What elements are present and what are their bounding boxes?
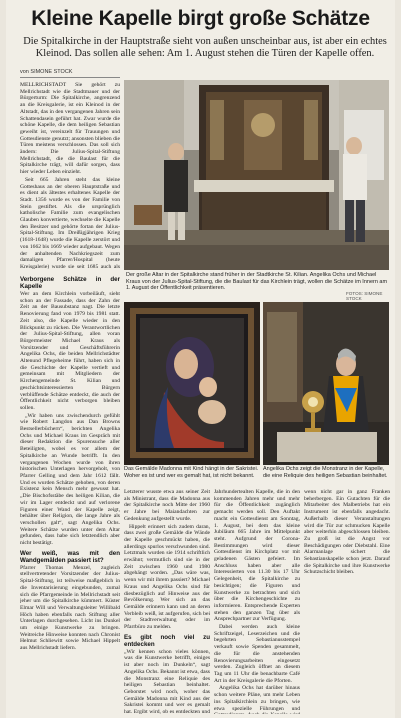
paragraph: Pfarrer Thomas Menzel, zugleich stellvertretender Vorsitzender der Julius-Spital-Stiftung, ist teilweise maßgeblich in die Inventarisierung eingebunden, zumal sich die Pfarrgemeinde in Mellrichstadt seit jeher um die Spitalkirche kümmert. Küster Elmar Will und Verwaltungsleiter Willibald Höch haben ebenfalls nach Stiftung aller Unterlagen durchgesehen. Licht ins Dunkel um einige Kunstwerke zu bringen. Weitreiche Hinweise konnten nach Chronist Helmut Schliewitt sowie Michael Hippelt aus Mellrichstadt liefern. <box>20 564 120 652</box>
column-1 <box>20 82 120 270</box>
madonna-photo-caption: Das Gemälde Madonna mit Kind hängt in der Sakristei. Woher es ist und wer es gemalt hat, ist nicht bekannt. <box>124 466 259 479</box>
paragraph: Angelika Ochs hat darüber hinaus schon weitere Pläne, um mehr Leben ins Spitalkirchlein zu bringen, wie etwa spezielle Führungen und <box>214 685 300 712</box>
madonna-photo <box>124 302 260 465</box>
altar-photo-caption: Der große Altar in der Spitalkirche stand früher in der Stadtkirche St. Kilian. Angelika Ochs und Michael Kraus von der Julius-Spital-Stiftung, die die Baulast für das Kirchlein trägt, wollen die Schätze im Innern am 1. August der Öffentlichkeit präsentieren. <box>126 272 388 291</box>
column-4 <box>214 489 300 714</box>
column-2 <box>20 273 120 713</box>
madonna-photo-image <box>124 302 260 465</box>
column-3 <box>124 489 210 714</box>
paragraph: „Wir haben uns zwischendurch gefühlt wie Robert Langdon aus Dan Browns Bestsellerbüchern“, berichten Angelika Ochs und Michael Kraus im Gespräch mit dieser Redaktion die Spurensuche aller Beteiligten, wobei es vor allem der Spitalkirche an Wunde betrifft. In den vergangenen Wochen wurde von ihren historischen Unterlagen hervorgeholt, von Pfarrer Gelling und dem Jahr 1612 fällt. Und es wurden Schätze gehoben, von deren Existenz kein Mensch mehr gewusst hat. „Die Bischofsstäbe des heiligen Kilian, die wir im Lager entdeckt und auf verlorene Figuren einer Wand der Kapelle zeigt, behälter über Religion, die lange Jahre als verschollen galt“, sagt Angelika Ochs. Weitere Schätze wurden unter dem Altar gefunden, dass habe sich letztendlich aber nicht bestätigt. <box>20 412 120 547</box>
paragraph: Seit 665 Jahren steht das kleine Gotteshaus an der oberen Hauptstraße und es dient als ältestes erhaltenes Kapelle der Stadt. 1356 wurde es von der Familie von Stein gestiftet. Als die ursprünglich katholische Familie zum evangelischen Glauben konvertierte, wechselte die Kapelle den Besitzer und gehörte fortan der Julius-Spital-Stiftung. Im Dreißigjährigen Krieg (1618-1648) wurde die Kapelle zerstört und von 1662 bis 1669 wieder aufgebaut. Wegen der anhaltenden Nachkriegszeit zum damaligen Pfarrer/Hospital (heute Kreisgalerie) wurde sie seit 1685 auch als <box>20 176 120 270</box>
paragraph: Dabei werden auch kleine Schriftzeigel, Leserzeichen und die begehrten Sebastianusstempel verkauft sowie Spenden gesammelt, die für die anstehenden Renovierungsarbeiten eingesetzt werden. Zugleich öffnet an diesem Tag um 11 Uhr die benachbarte Café Art in der Kreisgalerie die Pforten. <box>214 624 300 684</box>
paragraph: MELLRICHSTADT Sie gehört zu Mellrichstadt wie die Stadtmauer und der Bürgerturm: Die Spitalkirche, angrenzend an die Kreisgalerie, ist ein Kleinod in der Altstadt, das in den vergangenen Jahren sein Schattendasein geführt hat. Zwar wurde die schöne Kapelle, die dem heiligen Sebastian geweiht ist, vereinzelt für Trauungen und Gottesdienste genutzt; ansonsten blieben die Türen meistens verschlossen. Das soll sich ändern: Die Julius-Spital-Stiftung Mellrichstadt, die die Baulast für die Spitalkirche trägt, will dafür sorgen, dass hier wieder Leben einzieht. <box>20 82 120 176</box>
monstranz-photo-image <box>263 302 389 465</box>
newspaper-page <box>6 0 395 718</box>
paragraph: „Wir kennen schon vieles können, was die Kunstwerke betrifft, einiges ist aber noch im Dunkeln“, sagt Angelika Ochs. Bekannt ist etwa, dass die Monstranz eine Reliquie des heiligen Sebastian beinhaltet. Geborstet wird noch, woher das Gemälde Madonna mit Kind aus der Sakristei kommt und wer es gemalt hat. Ergibt wird, ob es entdeckten und <box>124 648 210 714</box>
monstranz-photo-caption: Angelika Ochs zeigt die Monstranz in der Kapelle, die eine Reliquie des heiligen Sebastian beinhaltet. <box>263 466 388 479</box>
subheadline: Die Spitalkirche in der Hauptstraße sieht von außen unscheinbar aus, ist aber ein echtes Kleinod. Das sollen alle sehen: Am 1. August stehen die Türen der Kapelle offen. <box>23 36 387 60</box>
paragraph: Jahrhundertealten Kapelle, die in den kommenden Jahren mehr und mehr für die Öffentlichkeit zugänglich gemacht werden soll. Den Auftakt macht ein Gottesdienst am Sonntag, 1. August, bei dem das kleine Jubiläum 665 Jahre im Mittelpunkt steht. Aufgrund der Corona-Bestimmungen wird dieser Gottesdienst im Kirchplatz vor mit geladenen Gästen gefeiert. Im Anschluss haben aber alle Interessierten von 11.30 bis 17 Uhr Gelegenheit, die Spitalkirche zu besichtigen; die Figuren und Kunstwerke zu betrachten und sich über die Kirchengeschichte zu informieren. Entsprechende Experten stehen den ganzen Tag über als Ansprechpartner zur Verfügung. <box>214 489 300 623</box>
paragraph: Letzterer wusste etwa aus seiner Zeit als Ministrant, dass die Madonna aus der Spitalkirche noch Mitte der 1960 er Jahre bei Maiandachten zur Gedenkung aufgestellt wurde. <box>124 489 210 522</box>
paragraph: wenn nicht gar in ganz Franken beherbergen. Ein Gutachten für die Mitarbeiter des Malbetriebs hat ein Instrument ist ebenfalls angedacht. Außerhalb dieser Veranstaltungen wird die Tür zur schmucken Kapelle aber weiterhin abgeschlossen bleiben. Zu groß ist die Angst vor Beschädigungen oder Diebstahl. Eine Alarmanlage sichert die Sebastianskapelle schon jetzt. Darauf die Spitalkirche und ihre Kunstwerke Schutzschicht bleiben. <box>304 489 390 576</box>
section-subtitle: Verborgene Schätze in der Kapelle <box>20 276 120 290</box>
monstranz-photo <box>263 302 389 465</box>
column-5 <box>304 489 390 609</box>
section-subtitle: Wer weiß, was mit den Wandgemälden passiert ist? <box>20 549 120 564</box>
altar-photo <box>124 80 389 270</box>
byline: von SIMONE STOCK <box>20 69 73 75</box>
headline: Kleine Kapelle birgt große Schätze <box>31 7 370 30</box>
altar-photo-image <box>124 80 389 270</box>
paragraph: Hippelt erinnert sich zudem daran, dass zwei große Gemälde die Wände der Kapelle geschmückt haben, die allerdings spurlos verschwunden sind. Letztmals wurden sie 1914 schriftlich erwähnt; vermutlich sind sie in der Zeit zwischen 1960 und 1980 abgehängt worden. „Das wäre was, wenn wir mit ihrem passiert? Michael Kraus und Angelika Ochs sind für diesbezüglich auf Hinweise aus der Bevölkerung. Wer sich an das Gemälde erinnern kann und an deren Verbleib weiß, ist aufgerufen, sich bei der Stadtverwaltung oder im Pfarrbüro zu melden. <box>124 523 210 631</box>
byline-rule <box>20 77 120 78</box>
section-subtitle: Es gibt noch viel zu entdecken <box>124 633 210 648</box>
paragraph: Wer an dem Kirchlein vorbeiläuft, sieht schon an der Fassade, dass der Zahn der Zeit an der Bausubstanz nagt. Die letzte Renovierung fand von 1979 bis 1981 statt. Zeit also, die Kapelle wieder in den Blickpunkt zu rücken. Die Verantwortlichen der Julius-Spital-Stiftung, allen voran Bürgermeister Michael Kraus als Vorsitzender und Geschäftsführerin Angelika Ochs, die beiden Mellrichstädter Altenund Pflegeheime führt, haben sich in die Geschichte der Kapelle vertieft und gemeinsam mit Mitgliedern der Kirchengemeinde St. Kilian und geschichtsinteressierten Bürgern verblüffende Schätze entdeckt, die auch der Öffentlichkeit nicht verborgen bleiben sollen. <box>20 291 120 411</box>
photo-credit: FOTOS: SIMONE STOCK <box>346 291 383 301</box>
